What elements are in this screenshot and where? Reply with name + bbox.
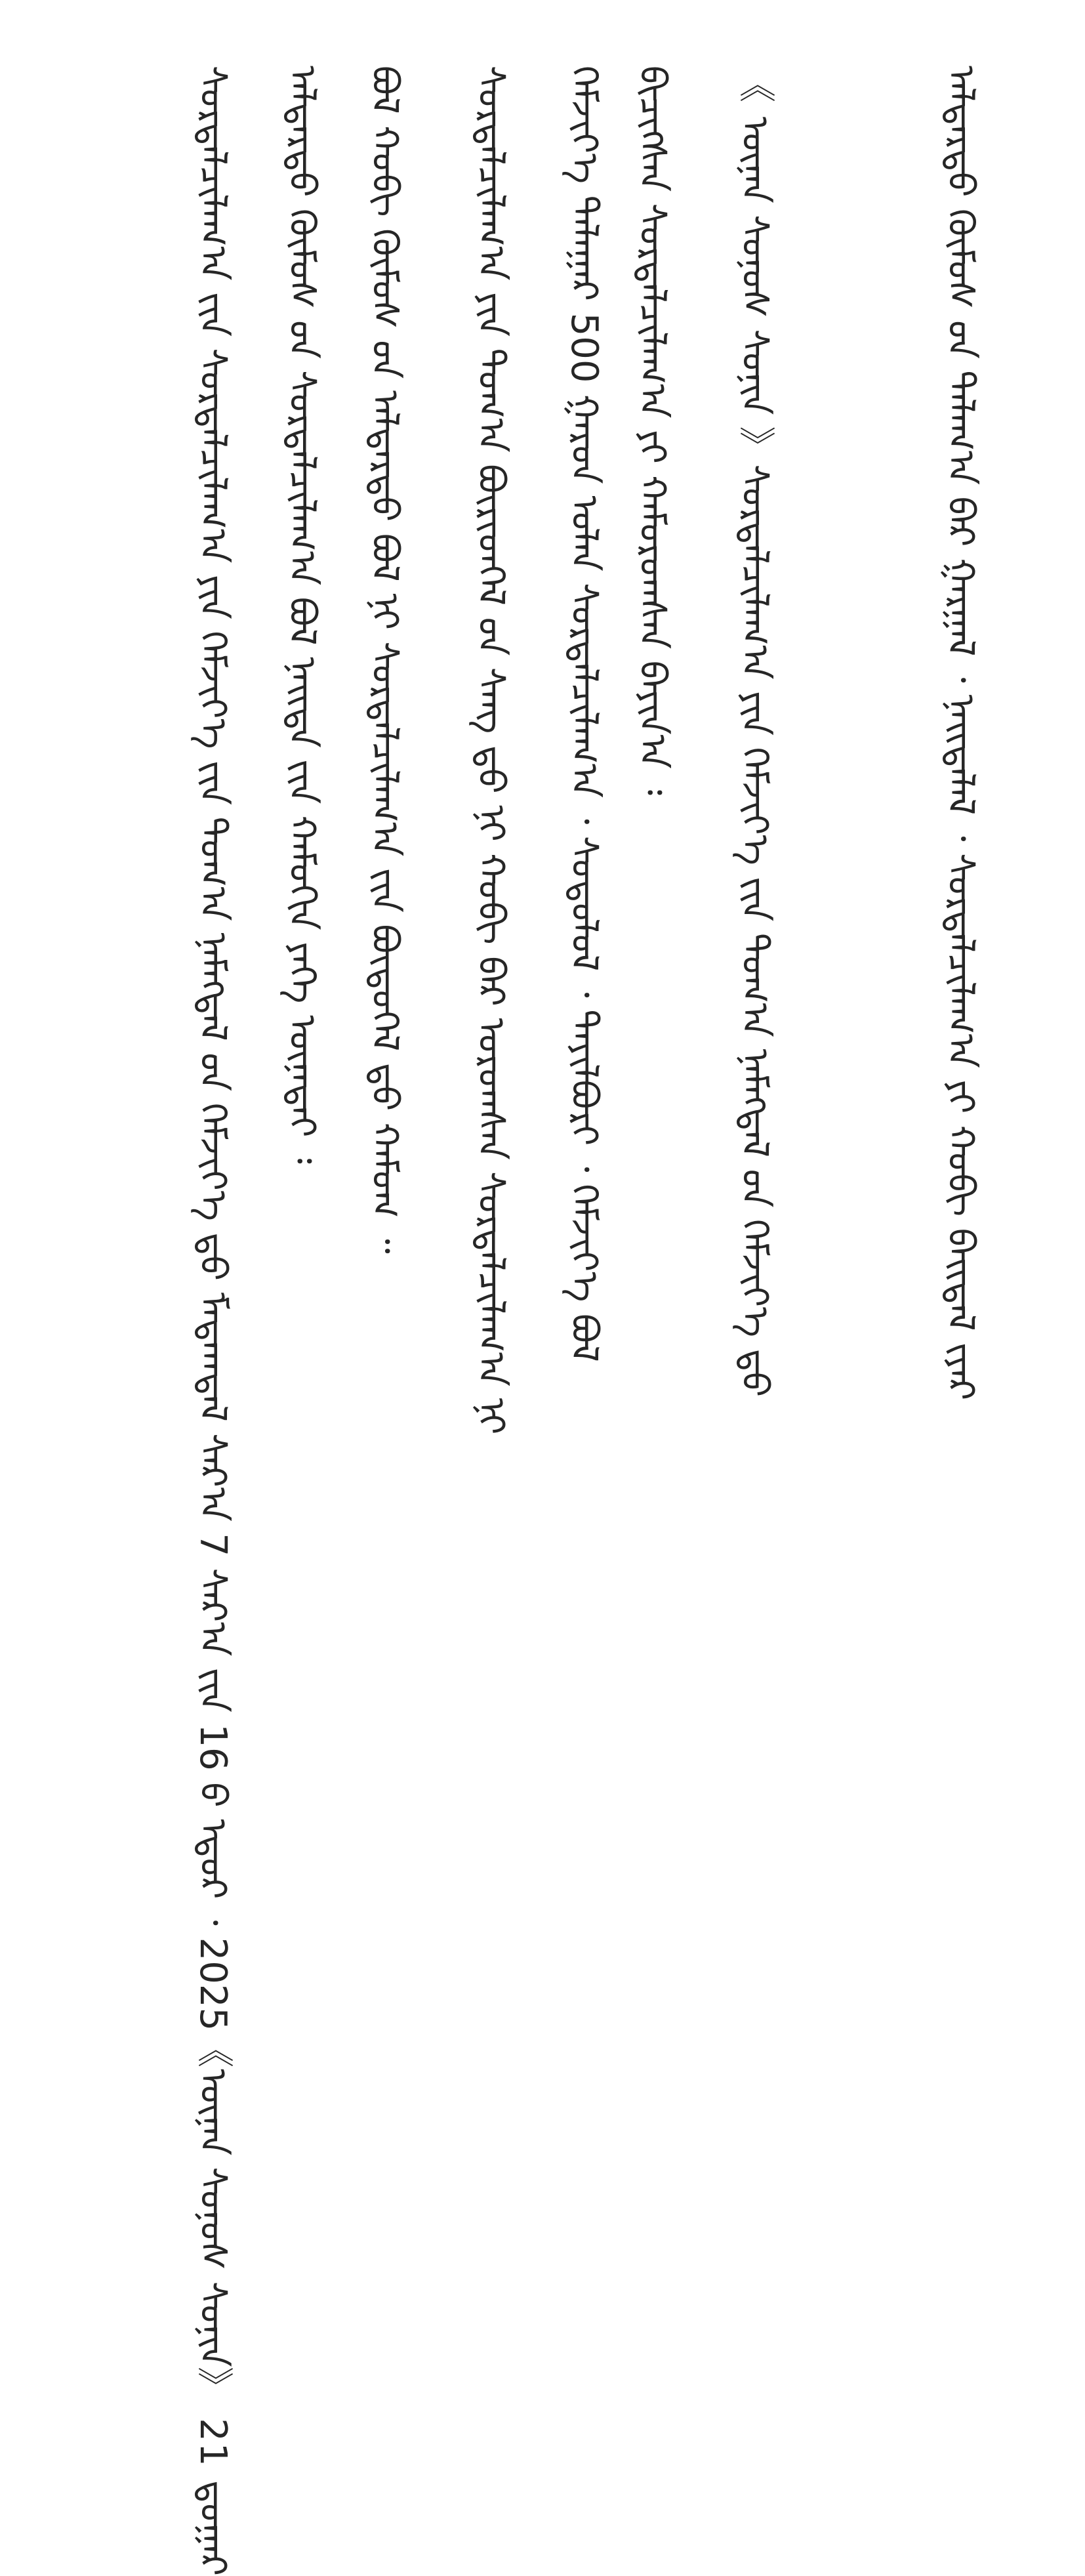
text-column-1: ᠠᠯᠳᠠᠷᠲᠤ ᠬᠦᠮᠦᠰ ᠤ᠋ᠨ ᠲᠠᠯᠠᠭ᠎ᠠ ᠪᠡᠷ ᠭᠠᠷᠭᠠᠯ ᠂ ᠨᠡᠢᠲᠡᠯᠡᠯ ᠂ ᠰᠤᠷᠲᠠᠯᠴᠢᠯᠠᠭ᠎ᠠ ᠶᠢ ᠬᠤᠪᠢ ᠪᠠᠢᠳᠠᠯ ᠢ᠋ᠶᠠᠷ: [939, 66, 982, 1400]
text-column-8: ᠰᠤᠷᠲᠠᠯᠴᠢᠯᠠᠭ᠎ᠠ ᠶ᠋ᠢᠨ ᠰᠤᠷᠲᠠᠯᠴᠢᠯᠠᠭ᠎ᠠ ᠶᠢᠨ ᠬᠡᠮᠵᠢᠶ᠎ᠡ ᠶ᠋ᠢᠨ ᠲᠣᠭ᠎ᠠ ᠨᠡᠮᠡᠭᠳᠡᠯ ᠤ᠋ᠨ ᠬᠡᠮᠵᠢᠶ᠎ᠡ ᠳ᠋ᠤ ᠮᠡᠳᠡᠭ᠍ᠳᠡᠯ ᠰᠠᠷ᠎ᠠ 7 ᠰᠠᠷ᠎ᠠ ᠶ᠋ᠢᠨ 16 ᠤ᠋ ᠡᠳᠦᠷ ᠂ 2025《ᠦᠨᠡᠨ ᠰᠤᠨᠤᠰ ᠰᠣᠨᠢᠨ》 21 ᠳ᠋ᠤᠭᠠᠷ: [192, 66, 234, 2576]
text-column-2: 《 ᠦᠨᠡᠨ ᠰᠤᠨᠤᠰ ᠰᠣᠨᠢᠨ 》ᠰᠤᠷᠲᠠᠯᠴᠢᠯᠠᠭ᠎ᠠ ᠶᠢᠨ ᠬᠡᠮᠵᠢᠶ᠎ᠡ ᠶ᠋ᠢᠨ ᠲᠣᠭ᠎ᠠ ᠨᠡᠮᠡᠭᠳᠡᠯ ᠤ᠋ᠨ ᠬᠡᠮᠵᠢᠶ᠎ᠡ ᠳ᠋ᠤ: [733, 66, 776, 1398]
text-column-7: ᠠᠯᠳᠠᠷᠲᠤ ᠬᠦᠮᠦᠰ ᠤ᠋ᠨ ᠰᠤᠷᠲᠠᠯᠴᠢᠯᠠᠭ᠎ᠠ ᠪᠣᠯ ᠨᠡᠢᠲᠡ ᠶ᠋ᠢᠨ ᠬᠠᠮᠤᠭᠢᠨ ᠶᠡᠬᠡ ᠦᠨᠡᠲᠡᠢ ᠄: [281, 66, 323, 1164]
text-column-4: ᠬᠡᠮᠵᠢᠶ᠎ᠡ ᠲᠠᠯᠠᠭᠠᠷ 500 ᠭᠠᠷᠤᠨ ᠣᠯᠠᠨ ᠰᠤᠷᠲᠠᠯᠴᠢᠯᠠᠭ᠎ᠠ ᠂ ᠰᠤᠳᠤᠯᠤᠯ ᠂ ᠲᠠᠶᠢᠯᠪᠤᠷᠢ ᠂ ᠬᠡᠮᠵᠢᠶ᠎ᠡ ᠪᠣᠯ: [563, 66, 605, 1362]
text-column-5: ᠰᠤᠷᠲᠠᠯᠴᠢᠯᠠᠭ᠎ᠠ ᠶᠢᠨ ᠲᠣᠭ᠎ᠠ ᠪᠦᠷᠢᠳᠬᠡᠯ ᠦ᠋ᠨ ᠰᠠᠩ ᠳ᠋ᠤ ᠨᠢ ᠬᠤᠪᠢ ᠪᠡᠷ ᠣᠷᠤᠭᠰᠠᠨ ᠰᠤᠷᠲᠠᠯᠴᠢᠯᠠᠭ᠎ᠠ ᠨᠢ: [470, 66, 512, 1435]
text-column-3: ᠪᠢᠴᠢᠭᠰᠡᠨ ᠰᠤᠷᠲᠠᠯᠴᠢᠯᠠᠭ᠎ᠠ ᠶᠢ ᠬᠠᠮᠤᠷᠤᠭᠰᠠᠨ ᠪᠠᠶᠢᠨ᠎ᠠ ᠄: [631, 66, 674, 795]
text-column-6: ᠪᠣᠯ ᠬᠤᠪᠢ ᠬᠦᠮᠦᠰ ᠤ᠋ᠨ ᠠᠯᠳᠠᠷᠲᠤ ᠪᠣᠯ ᠨᠢ ᠰᠤᠷᠲᠠᠯᠴᠢᠯᠠᠭ᠎ᠠ ᠶ᠋ᠢᠨ ᠪᠦᠲᠦᠭᠡᠯ ᠳ᠋ᠤ ᠬᠠᠮᠤᠭ ᠃: [363, 66, 406, 1254]
